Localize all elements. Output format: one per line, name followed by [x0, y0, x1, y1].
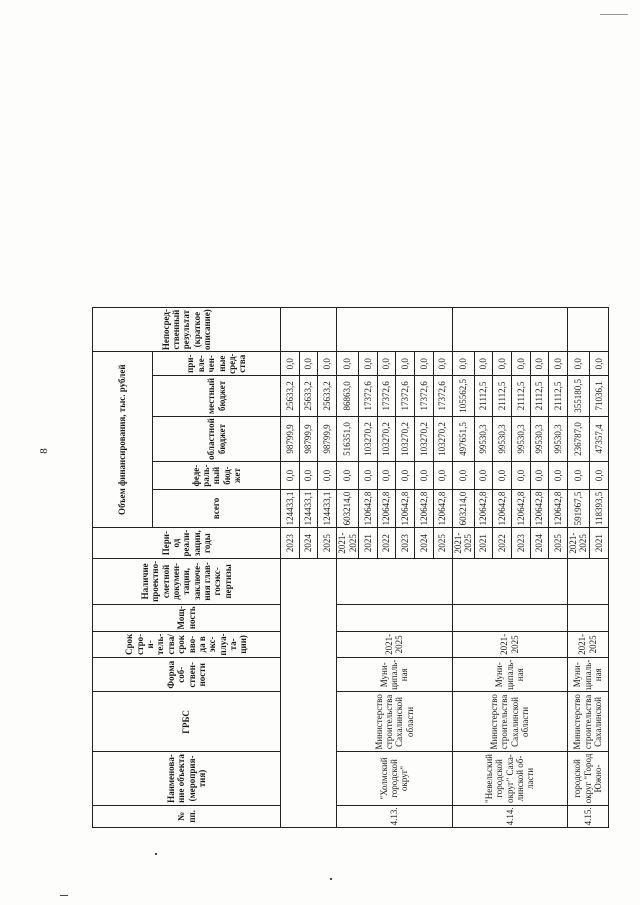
regional-cell: 497651,5: [452, 416, 474, 462]
local-cell: 21112,5: [530, 376, 549, 416]
object-no: 4.13.: [337, 805, 452, 827]
header-capacity: Мощ-ность: [93, 604, 281, 631]
attracted-cell: 0,0: [511, 352, 530, 376]
attracted-cell: 0,0: [415, 352, 434, 376]
scan-mark: [330, 878, 332, 880]
period-cell: 2021-2025: [452, 528, 474, 559]
total-cell: 120642,8: [415, 489, 434, 528]
period-cell: 2025: [549, 528, 568, 559]
total-cell: 120642,8: [549, 489, 568, 528]
period-cell: 2021-2025: [567, 528, 589, 559]
local-cell: 21112,5: [549, 376, 568, 416]
total-cell: 124433,1: [318, 489, 337, 528]
federal-cell: 0,0: [281, 462, 300, 489]
object-ownership: Муни-ципаль-ная: [337, 658, 452, 692]
local-cell: 17372,6: [415, 376, 434, 416]
regional-cell: 236787,0: [567, 416, 589, 462]
federal-cell: 0,0: [359, 462, 378, 489]
federal-cell: 0,0: [396, 462, 415, 489]
object-ownership: Муни-ципаль-ная: [567, 658, 608, 692]
local-cell: 21112,5: [493, 376, 512, 416]
object-term: 2021-2025: [567, 631, 608, 657]
period-cell: 2022: [377, 528, 396, 559]
regional-cell: 103270,2: [377, 416, 396, 462]
federal-cell: 0,0: [589, 462, 608, 489]
federal-cell: 0,0: [493, 462, 512, 489]
finance-table-wrapper: [92, 35, 613, 828]
object-term: 2021-2025: [337, 631, 452, 657]
period-cell: 2023: [396, 528, 415, 559]
federal-cell: 0,0: [337, 462, 359, 489]
object-term: 2021-2025: [452, 631, 567, 657]
scan-mark: [600, 14, 628, 15]
period-cell: 2024: [299, 528, 318, 559]
total-cell: 120642,8: [530, 489, 549, 528]
period-cell: 2022: [493, 528, 512, 559]
object-name: "Невельский городской округ" Саха-линской об-ласти: [452, 752, 567, 805]
regional-cell: 103270,2: [359, 416, 378, 462]
attracted-cell: 0,0: [474, 352, 493, 376]
result-cell: [337, 308, 452, 352]
regional-cell: 99530,3: [493, 416, 512, 462]
attracted-cell: 0,0: [318, 352, 337, 376]
regional-cell: 98799,9: [299, 416, 318, 462]
header-no: № пп.: [93, 805, 281, 827]
header-design-docs: Наличие проектно-сметной докумен-тации, заключе-ния глав-госэкс-пертизы: [93, 559, 281, 605]
total-cell: 603214,0: [337, 489, 359, 528]
total-cell: 120642,8: [474, 489, 493, 528]
attracted-cell: 0,0: [452, 352, 474, 376]
local-cell: 17372,6: [433, 376, 452, 416]
header-funding-group: Объем финансирования, тыс. рублей: [93, 352, 153, 528]
total-cell: 591967,5: [567, 489, 589, 528]
regional-cell: 47357,4: [589, 416, 608, 462]
blank-cell: [281, 559, 337, 828]
header-row: [93, 308, 153, 828]
total-cell: 603214,0: [452, 489, 474, 528]
period-cell: 2021: [589, 528, 608, 559]
regional-cell: 98799,9: [281, 416, 300, 462]
period-cell: 2024: [415, 528, 434, 559]
regional-cell: 99530,3: [530, 416, 549, 462]
federal-cell: 0,0: [452, 462, 474, 489]
attracted-cell: 0,0: [567, 352, 589, 376]
attracted-cell: 0,0: [377, 352, 396, 376]
local-cell: 17372,6: [396, 376, 415, 416]
header-result: Непосред-ственный результат (краткое описание): [93, 308, 281, 352]
attracted-cell: 0,0: [493, 352, 512, 376]
federal-cell: 0,0: [318, 462, 337, 489]
local-cell: 21112,5: [474, 376, 493, 416]
federal-cell: 0,0: [530, 462, 549, 489]
object-capacity: [567, 604, 608, 631]
total-cell: 124433,1: [281, 489, 300, 528]
object-row: [452, 308, 474, 828]
total-cell: 120642,8: [511, 489, 530, 528]
total-cell: 120642,8: [377, 489, 396, 528]
regional-cell: 103270,2: [415, 416, 434, 462]
object-name: "Холмский городской округ": [337, 752, 452, 805]
regional-cell: 99530,3: [474, 416, 493, 462]
total-cell: 120642,8: [396, 489, 415, 528]
federal-cell: 0,0: [474, 462, 493, 489]
object-design-docs: [337, 559, 452, 605]
federal-cell: 0,0: [415, 462, 434, 489]
object-name: городской округ "Город Южно-: [567, 752, 608, 805]
period-cell: 2021: [474, 528, 493, 559]
attracted-cell: 0,0: [359, 352, 378, 376]
object-row: [337, 308, 359, 828]
scan-mark: [60, 895, 68, 896]
local-cell: 25633,2: [281, 376, 300, 416]
local-cell: 25633,2: [318, 376, 337, 416]
finance-table: [92, 307, 609, 828]
header-name: Наименова-ние объекта (мероприя-тия): [93, 752, 281, 805]
regional-cell: 98799,9: [318, 416, 337, 462]
object-capacity: [452, 604, 567, 631]
attracted-cell: 0,0: [281, 352, 300, 376]
local-cell: 17372,6: [359, 376, 378, 416]
object-row: [567, 308, 589, 828]
object-design-docs: [452, 559, 567, 605]
object-no: 4.14.: [452, 805, 567, 827]
local-cell: 25633,2: [299, 376, 318, 416]
object-ownership: Муни-ципаль-ная: [452, 658, 567, 692]
object-grbs: Министерство строительства Сахалинской области: [452, 692, 567, 752]
federal-cell: 0,0: [511, 462, 530, 489]
result-cell: [452, 308, 567, 352]
page-number: 8: [37, 448, 50, 454]
header-term: Срок стро-и-тель-ства/ срок вво-да в экс-плуа-та-ции): [93, 631, 281, 657]
attracted-cell: 0,0: [337, 352, 359, 376]
attracted-cell: 0,0: [589, 352, 608, 376]
period-cell: 2021: [359, 528, 378, 559]
federal-cell: 0,0: [433, 462, 452, 489]
header-ownership: Форма соб-ствен-ности: [93, 658, 281, 692]
header-attracted: при-вле-чен-ные сред-ства: [153, 352, 281, 376]
federal-cell: 0,0: [567, 462, 589, 489]
regional-cell: 103270,2: [396, 416, 415, 462]
period-cell: 2025: [318, 528, 337, 559]
period-cell: 2021-2025: [337, 528, 359, 559]
federal-cell: 0,0: [299, 462, 318, 489]
federal-cell: 0,0: [377, 462, 396, 489]
result-cell: [567, 308, 608, 352]
object-grbs: Министерство строительства Сахалинской области: [337, 692, 452, 752]
period-cell: 2024: [530, 528, 549, 559]
total-cell: 120642,8: [359, 489, 378, 528]
header-grbs: ГРБС: [93, 692, 281, 752]
local-cell: 71036,1: [589, 376, 608, 416]
period-cell: 2025: [433, 528, 452, 559]
attracted-cell: 0,0: [530, 352, 549, 376]
carry-row: [281, 308, 300, 828]
total-cell: 120642,8: [433, 489, 452, 528]
object-grbs: Министерство строительства Сахалинской: [567, 692, 608, 752]
regional-cell: 99530,3: [511, 416, 530, 462]
regional-cell: 516351,0: [337, 416, 359, 462]
total-cell: 124433,1: [299, 489, 318, 528]
attracted-cell: 0,0: [549, 352, 568, 376]
period-cell: 2023: [281, 528, 300, 559]
header-regional: областной бюджет: [153, 416, 281, 462]
local-cell: 21112,5: [511, 376, 530, 416]
local-cell: 86863,0: [337, 376, 359, 416]
local-cell: 105562,5: [452, 376, 474, 416]
period-cell: 2023: [511, 528, 530, 559]
regional-cell: 103270,2: [433, 416, 452, 462]
federal-cell: 0,0: [549, 462, 568, 489]
local-cell: 17372,6: [377, 376, 396, 416]
attracted-cell: 0,0: [396, 352, 415, 376]
attracted-cell: 0,0: [299, 352, 318, 376]
total-cell: 120642,8: [493, 489, 512, 528]
result-cell: [281, 308, 337, 352]
object-no: 4.15.: [567, 805, 608, 827]
local-cell: 355180,5: [567, 376, 589, 416]
header-total: всего: [153, 489, 281, 528]
regional-cell: 99530,3: [549, 416, 568, 462]
scan-mark: [155, 853, 157, 855]
object-capacity: [337, 604, 452, 631]
total-cell: 118393,5: [589, 489, 608, 528]
header-local: местный бюджет: [153, 376, 281, 416]
header-federal: феде-раль-ный бюд-жет: [153, 462, 281, 489]
header-period: Пери-од реали-зации, годы: [93, 528, 281, 559]
attracted-cell: 0,0: [433, 352, 452, 376]
object-design-docs: [567, 559, 608, 605]
